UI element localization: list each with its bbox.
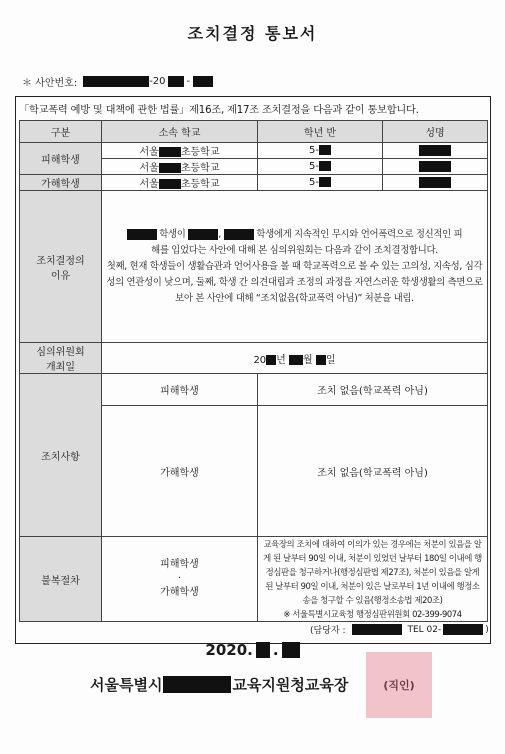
redaction: [127, 229, 157, 240]
issue-date: 2020. .: [0, 641, 505, 659]
redaction: [352, 624, 402, 635]
redaction: [319, 177, 331, 187]
official-seal: (직인): [366, 652, 432, 718]
redaction: [159, 163, 181, 173]
meeting-label: 심의위원회 개최일: [20, 343, 102, 374]
redaction: [256, 642, 270, 658]
measures-offender-value: 조치 없음(학교폭력 아님): [258, 406, 488, 537]
measures-offender-label: 가해학생: [102, 406, 258, 537]
issuer: 서울특별시 교육지원청교육장: [90, 676, 349, 694]
case-number-label: ＊ 사안번호:: [22, 78, 78, 89]
redaction: [419, 177, 451, 188]
appeal-text: 교육장의 조치에 대하여 이의가 있는 경우에는 처분이 있음을 알게 된 날부터 90일 이내, 처분이 있었던 날부터 180일 이내에 행정심판을 청구하거나(행정심판법 제27조), 처분이 있음을 알게 된 날부터 90일 이내, 처분이 있은 날로부터 1년 이내에 행정소송을 청구할 수 있음(행정소송법 제20조) ※ 서울특별시교육청 행정심판위원회 02-399-9074: [258, 537, 488, 622]
measures-victim-label: 피해학생: [102, 374, 258, 406]
contact-line: (담당자 : TEL 02- ): [310, 624, 489, 636]
offender-name: [383, 175, 488, 191]
victim-grade-2: 5-: [258, 159, 383, 175]
victim-label: 피해학생: [20, 143, 102, 175]
measures-label: 조치사항: [20, 374, 102, 537]
meeting-date: 20 년 월 일: [102, 343, 488, 374]
appeal-parties: 피해학생 · 가해학생: [102, 537, 258, 622]
redaction: [316, 355, 326, 365]
redaction: [159, 147, 181, 157]
table-header-row: [20, 121, 488, 143]
intro-text: 「학교폭력 예방 및 대책에 관한 법률」제16조, 제17조 조치결정을 다음과 같이 통보합니다.: [19, 105, 419, 116]
case-number: [22, 74, 213, 89]
redaction: [289, 355, 303, 365]
appeal-label: 불복절차: [20, 537, 102, 622]
offender-grade: 5-: [258, 175, 383, 191]
offender-label: 가해학생: [20, 175, 102, 191]
redaction: [224, 229, 254, 240]
victim-school-1: 서울 초등학교: [102, 143, 258, 159]
reason-row: [20, 191, 488, 343]
reason-text: 학생이 , 학생에게 지속적인 무시와 언어폭력으로 정신적인 피 해를 입었다는 사안에 대해 본 심의위원회는 다음과 같이 조치결정합니다. 첫째, 현재 학생들이 생활습관과 언어사용을 볼 때 학교폭력으로 볼 수 있는 고의성, 지속성, 심각성의 연관성이 낮으며, 둘째, 학생 간 의견대립과 조정의 과정을 자연스러운 학생생활의 측면으로 보아 본 사안에 대해 “조치없음(학교폭력 아님)” 처분을 내림.: [102, 191, 488, 343]
victim-school-2: 서울 초등학교: [102, 159, 258, 175]
redaction: [319, 145, 331, 155]
redaction: [443, 624, 483, 635]
redaction: [419, 145, 451, 156]
redaction: [419, 161, 451, 172]
document-title: 조치결정 통보서: [187, 24, 318, 43]
appeal-row: [20, 537, 488, 622]
measures-victim-value: 조치 없음(학교폭력 아님): [258, 374, 488, 406]
victim-grade-1: 5-: [258, 143, 383, 159]
header-name: 성명: [383, 121, 488, 143]
case-number-mid: -20: [149, 76, 166, 87]
redaction: [282, 642, 300, 658]
header-grade-class: 학년 반: [258, 121, 383, 143]
victim-name-1: [383, 143, 488, 159]
header-category: 구분: [20, 121, 102, 143]
redaction: [159, 179, 181, 189]
offender-school: 서울 초등학교: [102, 175, 258, 191]
redaction: [193, 76, 213, 87]
case-number-dash: -: [186, 76, 191, 87]
measures-victim-row: [20, 374, 488, 406]
redaction: [163, 676, 231, 693]
victim-row: [20, 143, 488, 159]
offender-row: [20, 175, 488, 191]
redaction: [266, 355, 276, 365]
redaction: [83, 76, 149, 87]
redaction: [168, 76, 184, 87]
redaction: [188, 229, 218, 240]
meeting-row: [20, 343, 488, 374]
victim-name-2: [383, 159, 488, 175]
decision-table: [19, 120, 488, 622]
header-school: 소속 학교: [102, 121, 258, 143]
reason-label: 조치결정의 이유: [20, 191, 102, 343]
redaction: [319, 161, 331, 171]
